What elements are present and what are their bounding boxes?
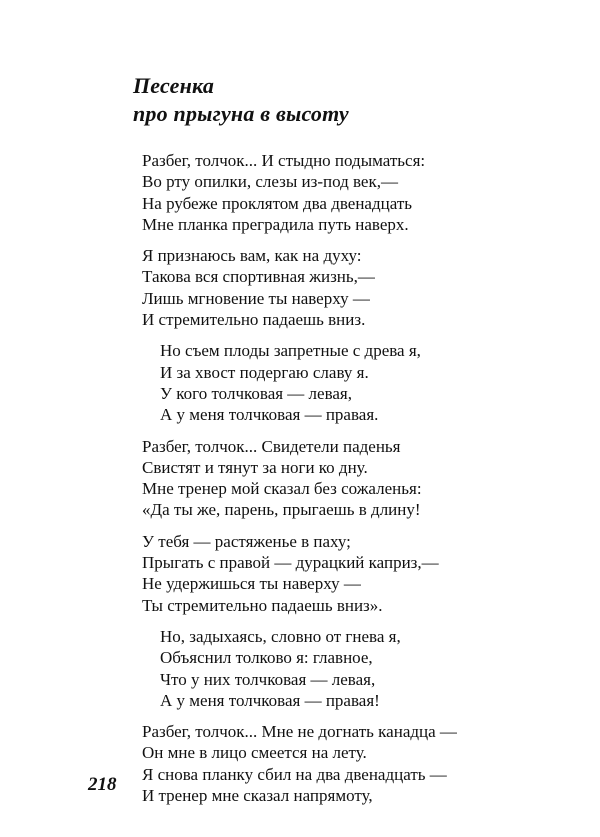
poem-line: «Да ты же, парень, прыгаешь в длину! — [142, 500, 421, 520]
poem-title — [133, 72, 349, 128]
poem-line: Он мне в лицо смеется на лету. — [142, 743, 367, 763]
poem-line: Что у них толчковая — левая, — [160, 669, 376, 689]
poem-line: Я снова планку сбил на два двенадцать — — [142, 764, 447, 784]
poem-line: Мне планка преградила путь наверх. — [142, 214, 409, 234]
poem-line: Разбег, толчок... И стыдно подыматься: — [142, 151, 426, 170]
stanza-7 — [142, 721, 502, 806]
poem-line: Но съем плоды запретные с древа я, — [160, 341, 421, 361]
poem-line: Ты стремительно падаешь вниз». — [142, 595, 383, 615]
poem-line: А у меня толчковая — правая! — [160, 690, 380, 710]
stanza-1 — [142, 150, 502, 235]
poem-line: Объяснил толково я: главное, — [160, 648, 373, 668]
poem-line: Мне тренер мой сказал без сожаленья: — [142, 479, 422, 499]
poem-line: Я признаюсь вам, как на духу: — [142, 246, 362, 266]
poem-title-line-1: Песенка — [133, 73, 215, 98]
poem-line: Во рту опилки, слезы из-под век,— — [142, 172, 398, 192]
poem-line: Такова вся спортивная жизнь,— — [142, 267, 375, 287]
poem-line: Лишь мгновение ты наверху — — [142, 288, 370, 308]
poem-line: Разбег, толчок... Свидетели паденья — [142, 436, 401, 456]
poem-line: Разбег, толчок... Мне не догнать канадца — — [142, 722, 457, 742]
stanza-3-refrain — [142, 340, 502, 425]
poem-line: И стремительно падаешь вниз. — [142, 310, 366, 330]
stanza-4 — [142, 436, 502, 521]
poem-line: И за хвост подергаю славу я. — [160, 362, 369, 382]
poem-line: У кого толчковая — левая, — [160, 383, 353, 403]
poem-body — [142, 150, 502, 816]
page-number: 218 — [88, 774, 117, 795]
stanza-5 — [142, 531, 502, 616]
poem-title-line-2: про прыгуна в высоту — [133, 101, 349, 126]
stanza-6-refrain — [142, 626, 502, 711]
poem-line: А у меня толчковая — правая. — [160, 405, 379, 425]
poem-line: Свистят и тянут за ноги ко дну. — [142, 457, 368, 477]
poem-line: Но, задыхаясь, словно от гнева я, — [160, 626, 401, 646]
poem-line: И тренер мне сказал напрямоту, — [142, 786, 373, 806]
poem-line: Прыгать с правой — дурацкий каприз,— — [142, 553, 439, 573]
poem-line: На рубеже проклятом два двенадцать — [142, 193, 413, 213]
poem-line: У тебя — растяженье в паху; — [142, 531, 351, 551]
stanza-2 — [142, 245, 502, 330]
poem-line: Не удержишься ты наверху — — [142, 574, 361, 594]
